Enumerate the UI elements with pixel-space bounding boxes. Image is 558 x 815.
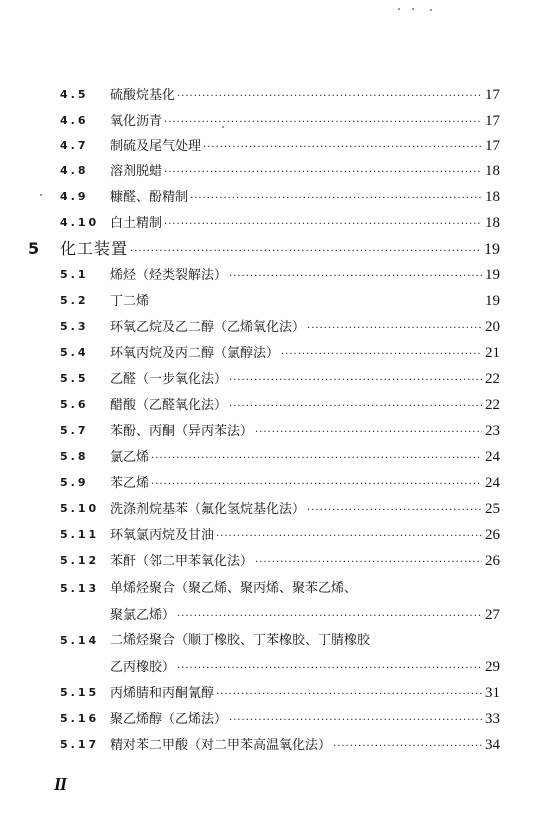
page-number: 18 bbox=[485, 163, 500, 179]
toc-entry-5-13[interactable] bbox=[60, 578, 500, 600]
leader-dots bbox=[188, 188, 482, 210]
page-number: 17 bbox=[485, 87, 500, 103]
page-number: 18 bbox=[485, 189, 500, 205]
section-title-line1: 二烯烃聚合（顺丁橡胶、丁苯橡胶、丁腈橡胶 bbox=[110, 633, 371, 648]
section-title: 苯酚、丙酮（异丙苯法） bbox=[110, 424, 254, 439]
toc-entry-5-10[interactable] bbox=[60, 498, 500, 520]
toc-entry-4-7[interactable] bbox=[60, 135, 500, 157]
page-number: 29 bbox=[485, 659, 500, 675]
leader-dots bbox=[201, 137, 482, 159]
toc-entry-5-11[interactable] bbox=[60, 524, 500, 546]
leader-dots bbox=[162, 162, 482, 184]
toc-entry-4-6[interactable] bbox=[60, 110, 500, 132]
section-number: 5.13 bbox=[60, 582, 100, 595]
page-number: 17 bbox=[485, 113, 500, 129]
section-title-line1: 单烯烃聚合（聚乙烯、聚丙烯、聚苯乙烯、 bbox=[110, 581, 358, 596]
toc-entry-5-13-continuation[interactable] bbox=[110, 604, 500, 626]
section-title-line2: 聚氯乙烯） bbox=[110, 608, 176, 623]
page-number: 26 bbox=[485, 527, 500, 543]
toc-entry-5-9[interactable] bbox=[60, 472, 500, 494]
section-title: 苯酐（邻二甲苯氧化法） bbox=[110, 554, 254, 569]
section-number: 5.12 bbox=[60, 554, 100, 567]
leader-dots bbox=[175, 606, 482, 628]
section-number: 5.14 bbox=[60, 634, 100, 647]
section-number: 4.8 bbox=[60, 164, 89, 177]
section-number: 4.5 bbox=[60, 88, 89, 101]
section-title: 聚乙烯醇（乙烯法） bbox=[110, 712, 228, 727]
section-number: 5.8 bbox=[60, 450, 89, 463]
section-number: 5.4 bbox=[60, 346, 89, 359]
section-title: 精对苯二甲酸（对二甲苯高温氧化法） bbox=[110, 738, 332, 753]
section-number: 4.6 bbox=[60, 114, 89, 127]
section-title: 苯乙烯 bbox=[110, 476, 150, 491]
page-number: 25 bbox=[485, 501, 500, 517]
toc-entry-5-4[interactable] bbox=[60, 342, 500, 364]
section-title: 环氧乙烷及乙二醇（乙烯氧化法） bbox=[110, 320, 306, 335]
leader-dots bbox=[214, 526, 482, 548]
toc-entry-5-12[interactable] bbox=[60, 550, 500, 572]
toc-entry-5-16[interactable] bbox=[60, 708, 500, 730]
section-title: 环氧氯丙烷及甘油 bbox=[110, 528, 215, 543]
section-number: 5.2 bbox=[60, 294, 89, 307]
leader-dots bbox=[279, 344, 482, 366]
toc-entry-5-1[interactable] bbox=[60, 264, 500, 286]
toc-entry-5-7[interactable] bbox=[60, 420, 500, 442]
page-number: 26 bbox=[485, 553, 500, 569]
leader-dots bbox=[162, 112, 482, 134]
leader-dots bbox=[253, 422, 482, 444]
leader-dots bbox=[331, 736, 482, 758]
page-number: 31 bbox=[485, 685, 500, 701]
page-number: 23 bbox=[485, 423, 500, 439]
section-number: 5.15 bbox=[60, 686, 100, 699]
leader-dots bbox=[162, 214, 482, 236]
leader-dots bbox=[305, 500, 482, 522]
section-title: 白土精制 bbox=[110, 216, 163, 231]
section-number: 5.6 bbox=[60, 398, 89, 411]
page-number: 24 bbox=[485, 449, 500, 465]
section-number: 5.11 bbox=[60, 528, 100, 541]
page-number: 19 bbox=[485, 267, 500, 283]
toc-entry-5-6[interactable] bbox=[60, 394, 500, 416]
section-number: 5.10 bbox=[60, 502, 100, 515]
leader-dots bbox=[253, 552, 482, 574]
section-number: 5.3 bbox=[60, 320, 89, 333]
scan-speck bbox=[430, 9, 432, 11]
section-number: 4.9 bbox=[60, 190, 89, 203]
section-number: 5.1 bbox=[60, 268, 89, 281]
section-title: 糠醛、酚精制 bbox=[110, 190, 189, 205]
section-number: 5.17 bbox=[60, 738, 100, 751]
leader-dots bbox=[227, 266, 482, 288]
footer-page-number: II bbox=[54, 774, 67, 794]
section-title: 丙烯腈和丙酮氰醇 bbox=[110, 686, 215, 701]
page-number: 19 bbox=[485, 293, 500, 309]
section-title-line2: 乙丙橡胶） bbox=[110, 660, 176, 675]
section-title: 烯烃（烃类裂解法） bbox=[110, 268, 228, 283]
toc-entry-5-8[interactable] bbox=[60, 446, 500, 468]
section-title: 溶剂脱蜡 bbox=[110, 164, 163, 179]
toc-entry-4-9[interactable] bbox=[60, 186, 500, 208]
section-number: 5.7 bbox=[60, 424, 89, 437]
section-title: 环氧丙烷及丙二醇（氯醇法） bbox=[110, 346, 280, 361]
chapter-title: 化工装置 bbox=[60, 239, 129, 258]
leader-dots bbox=[227, 710, 482, 732]
leader-dots bbox=[149, 448, 482, 470]
scan-speck bbox=[398, 8, 400, 10]
leader-dots bbox=[227, 370, 482, 392]
toc-chapter-5[interactable] bbox=[28, 236, 500, 262]
page-number: 24 bbox=[485, 475, 500, 491]
page-number: 22 bbox=[485, 371, 500, 387]
page-number: 22 bbox=[485, 397, 500, 413]
toc-entry-5-15[interactable] bbox=[60, 682, 500, 704]
toc-entry-5-14[interactable] bbox=[60, 630, 500, 652]
leader-dots bbox=[227, 396, 482, 418]
chapter-number: 5 bbox=[28, 239, 40, 258]
section-title: 硫酸烷基化 bbox=[110, 88, 176, 103]
scan-speck bbox=[222, 126, 224, 128]
page-number: 21 bbox=[485, 345, 500, 361]
leader-dots bbox=[149, 474, 482, 496]
page-number: 20 bbox=[485, 319, 500, 335]
section-title: 丁二烯 bbox=[110, 294, 150, 309]
section-number: 5.5 bbox=[60, 372, 89, 385]
section-title: 乙醛（一步氧化法） bbox=[110, 372, 228, 387]
page-number: 27 bbox=[485, 607, 500, 623]
page-number: 33 bbox=[485, 711, 500, 727]
leader-dots bbox=[128, 239, 482, 265]
scan-speck bbox=[412, 8, 414, 10]
section-title: 氧化沥青 bbox=[110, 114, 163, 129]
page-number: 34 bbox=[485, 737, 500, 753]
toc-entry-4-10[interactable] bbox=[60, 212, 500, 234]
page-number: 19 bbox=[484, 241, 500, 258]
page-number: 17 bbox=[485, 138, 500, 154]
section-number: 4.10 bbox=[60, 216, 100, 229]
toc-entry-5-2[interactable] bbox=[60, 290, 500, 312]
leader-dots bbox=[305, 318, 482, 340]
section-title: 氯乙烯 bbox=[110, 450, 150, 465]
leader-dots bbox=[175, 658, 482, 680]
toc-entry-5-3[interactable] bbox=[60, 316, 500, 338]
section-number: 5.16 bbox=[60, 712, 100, 725]
section-number: 4.7 bbox=[60, 139, 89, 152]
toc-entry-5-5[interactable] bbox=[60, 368, 500, 390]
page-number: 18 bbox=[485, 215, 500, 231]
toc-entry-4-8[interactable] bbox=[60, 160, 500, 182]
leader-dots bbox=[175, 86, 482, 108]
toc-entry-4-5[interactable] bbox=[60, 84, 500, 106]
toc-entry-5-14-continuation[interactable] bbox=[110, 656, 500, 678]
toc-entry-5-17[interactable] bbox=[60, 734, 500, 756]
section-number: 5.9 bbox=[60, 476, 89, 489]
section-title: 制硫及尾气处理 bbox=[110, 139, 202, 154]
scan-speck bbox=[40, 194, 42, 196]
leader-dots bbox=[214, 684, 482, 706]
section-title: 醋酸（乙醛氧化法） bbox=[110, 398, 228, 413]
section-title: 洗涤剂烷基苯（氟化氢烷基化法） bbox=[110, 502, 306, 517]
